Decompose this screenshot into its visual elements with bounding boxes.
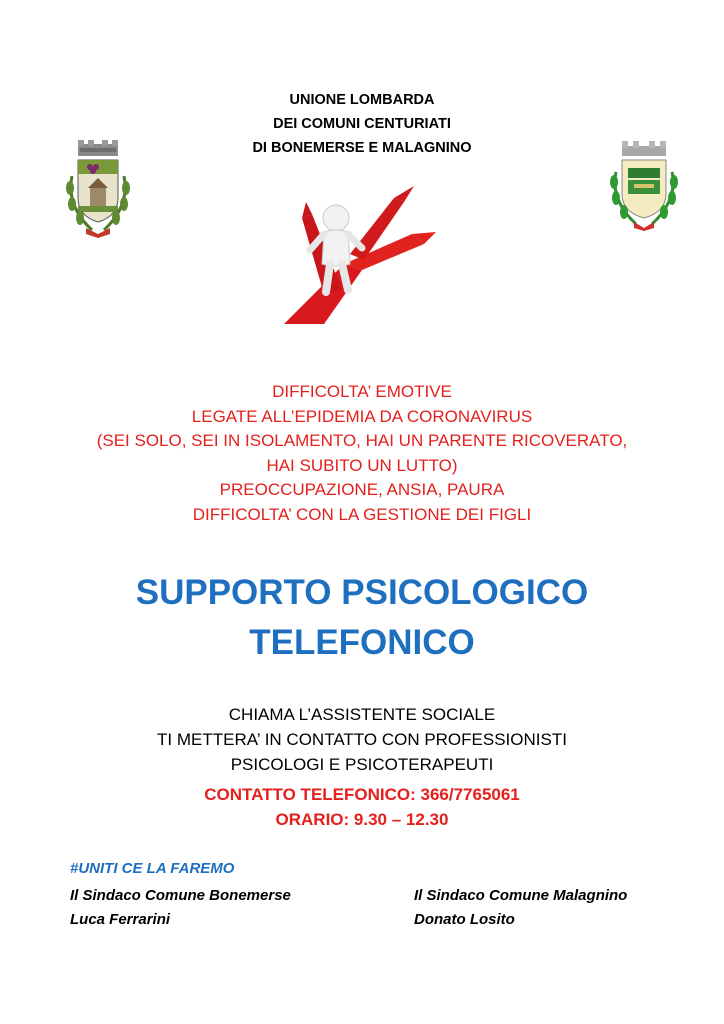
signature-left-role: Il Sindaco Comune Bonemerse (70, 887, 291, 904)
concerns-line-1: DIFFICOLTA’ EMOTIVE (272, 382, 452, 401)
concerns-text (0, 380, 724, 527)
info-line-2: TI METTERA’ IN CONTATTO CON PROFESSIONISTI (157, 730, 567, 749)
header-line-1: UNIONE LOMBARDA (289, 92, 435, 108)
info-line-3: PSICOLOGI E PSICOTERAPEUTI (230, 755, 494, 774)
contact-hours: ORARIO: 9.30 – 12.30 (275, 810, 449, 829)
choices-illustration-icon (284, 174, 440, 326)
title-line-2: TELEFONICO (249, 623, 475, 662)
title-line-1: SUPPORTO PSICOLOGICO (135, 573, 589, 612)
concerns-line-4: HAI SUBITO UN LUTTO) (266, 455, 458, 475)
info-text (0, 702, 724, 777)
info-line-1: CHIAMA L’ASSISTENTE SOCIALE (228, 705, 496, 724)
page-title (0, 568, 724, 668)
concerns-line-3: (SEI SOLO, SEI IN ISOLAMENTO, HAI UN PARENTE RICOVERATO, (96, 431, 628, 450)
hashtag: #UNITI CE LA FAREMO (70, 860, 235, 877)
contact-phone: CONTATTO TELEFONICO: 366/7765061 (204, 785, 520, 804)
header-line-2: DEI COMUNI CENTURIATI (273, 116, 451, 132)
contact-block (0, 782, 724, 832)
signature-right-name: Donato Losito (414, 911, 515, 928)
concerns-line-5: PREOCCUPAZIONE, ANSIA, PAURA (219, 480, 505, 499)
concerns-line-2: LEGATE ALL’EPIDEMIA DA CORONAVIRUS (191, 406, 533, 426)
signature-bonemerse (70, 884, 291, 932)
signature-left-name: Luca Ferrarini (70, 911, 171, 928)
malagnino-crest-icon (604, 138, 684, 232)
header-line-3: DI BONEMERSE E MALAGNINO (252, 140, 472, 156)
signature-right-role: Il Sindaco Comune Malagnino (414, 887, 628, 904)
concerns-line-6: DIFFICOLTA’ CON LA GESTIONE DEI FIGLI (192, 504, 532, 524)
bonemerse-crest-icon (58, 136, 138, 240)
signature-malagnino (414, 884, 627, 932)
